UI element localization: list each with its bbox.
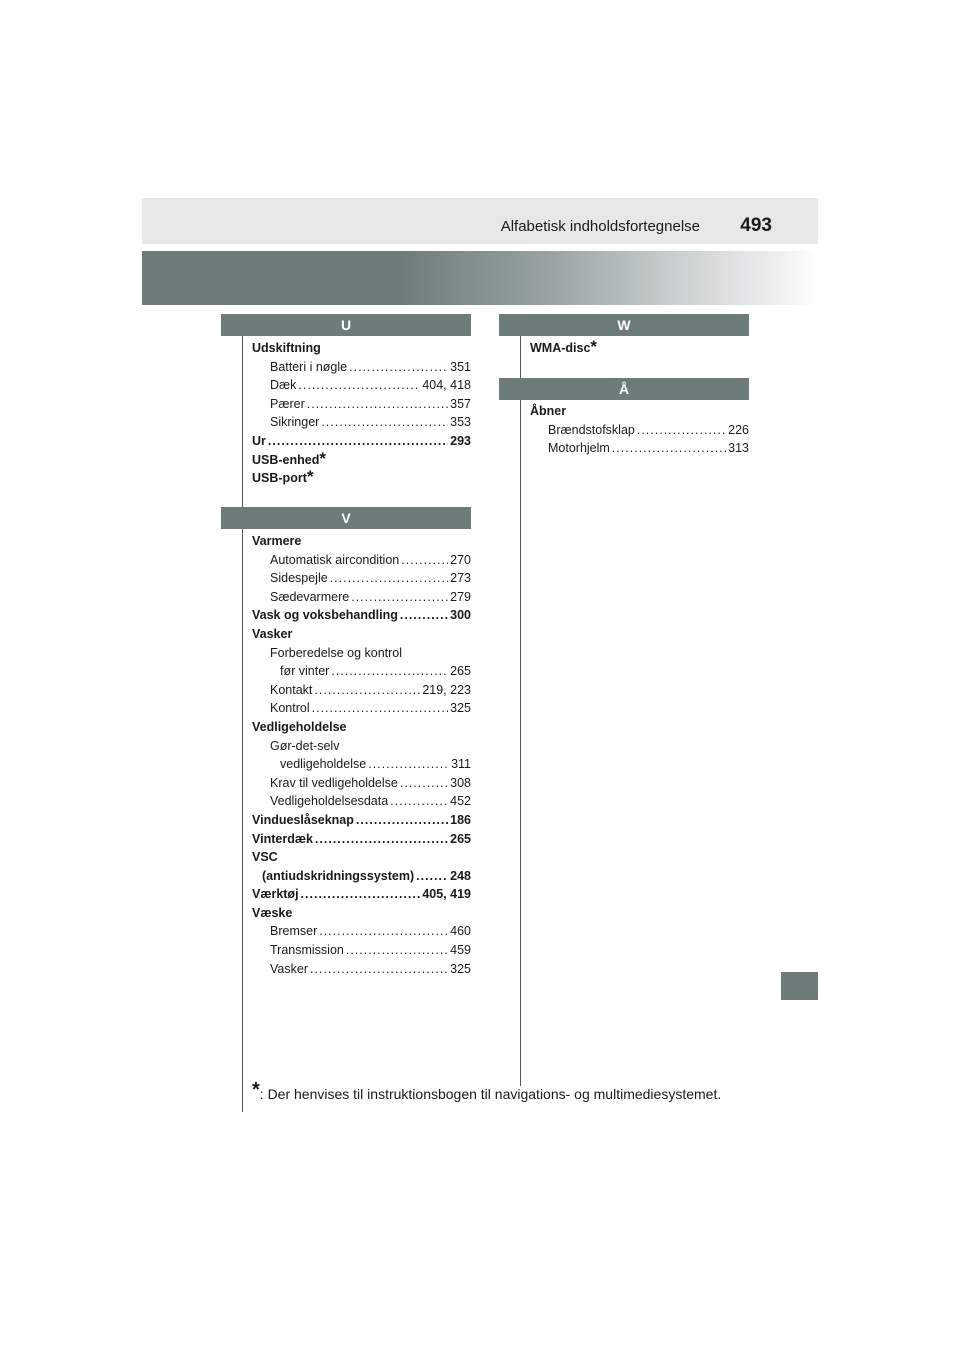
page-header (142, 198, 818, 244)
index-entry: Krav til vedligeholdelse ..... 308 (252, 774, 471, 793)
index-list-w (530, 339, 749, 358)
index-entry: Sikringer ..... 353 (252, 413, 471, 432)
index-entry: USB-port * (252, 467, 314, 487)
index-entry: VSC (252, 850, 278, 865)
index-entry: Kontakt ..... 219, 223 (252, 681, 471, 700)
index-entry: Vedligeholdelse (252, 719, 347, 734)
footnote-star: * (252, 1079, 260, 1101)
index-entry: Vindueslåseknap ..... 186 (252, 811, 471, 830)
index-entry: Bremser ..... 460 (252, 922, 471, 941)
index-entry: Vedligeholdelsesdata ..... 452 (252, 792, 471, 811)
footnote (252, 1079, 722, 1102)
middle-column-rule (520, 336, 521, 1086)
left-column-rule (242, 336, 243, 1112)
index-entry: Udskiftning (252, 341, 321, 355)
section-header-w: W (499, 314, 749, 336)
index-entry: Kontrol ..... 325 (252, 699, 471, 718)
index-entry: Sidespejle ..... 273 (252, 569, 471, 588)
section-header-aa: Å (499, 378, 749, 400)
index-entry: Brændstofsklap ..... 226 (530, 421, 749, 440)
index-entry: Sædevarmere ..... 279 (252, 588, 471, 607)
index-entry: (antiudskridningssystem) ..... 248 (252, 867, 471, 886)
index-entry: Transmission ..... 459 (252, 941, 471, 960)
index-entry: vedligeholdelse ..... 311 (252, 755, 471, 774)
index-entry: Pærer ..... 357 (252, 395, 471, 414)
index-entry: Gør-det-selv (270, 738, 340, 753)
index-entry: USB-enhed * (252, 448, 326, 468)
index-entry: Vinterdæk ..... 265 (252, 830, 471, 849)
index-entry: Forberedelse og kontrol (270, 645, 403, 660)
index-entry: Åbner (530, 404, 567, 418)
index-entry: Dæk ..... 404, 418 (252, 376, 471, 395)
index-entry: Vasker ..... 325 (252, 960, 471, 979)
index-entry: Automatisk aircondition ..... 270 (252, 551, 471, 570)
chapter-tab (781, 972, 818, 1000)
index-entry: Vasker (252, 626, 293, 641)
page-number: 493 (740, 215, 772, 236)
section-header-u: U (221, 314, 471, 336)
index-list-aa (530, 402, 749, 458)
index-list-v (252, 532, 471, 978)
index-entry: Vask og voksbehandling ..... 300 (252, 606, 471, 625)
index-list-u (252, 339, 471, 488)
index-entry: Varmere (252, 534, 302, 548)
index-entry: WMA-disc * (530, 337, 598, 356)
header-title: Alfabetisk indholdsfortegnelse (500, 218, 700, 235)
footnote-text: : Der henvises til instruktionsbogen til navigations- og multimediesystemet. (259, 1086, 722, 1102)
index-entry: Væske (252, 905, 293, 920)
index-entry: Batteri i nøgle ..... 351 (252, 358, 471, 377)
index-entry: før vinter ..... 265 (252, 662, 471, 681)
section-header-v: V (221, 507, 471, 529)
header-banner (142, 251, 818, 305)
index-entry: Motorhjelm ..... 313 (530, 439, 749, 458)
index-entry: Værktøj ..... 405, 419 (252, 885, 471, 904)
index-entry: Ur ..... 293 (252, 432, 471, 451)
